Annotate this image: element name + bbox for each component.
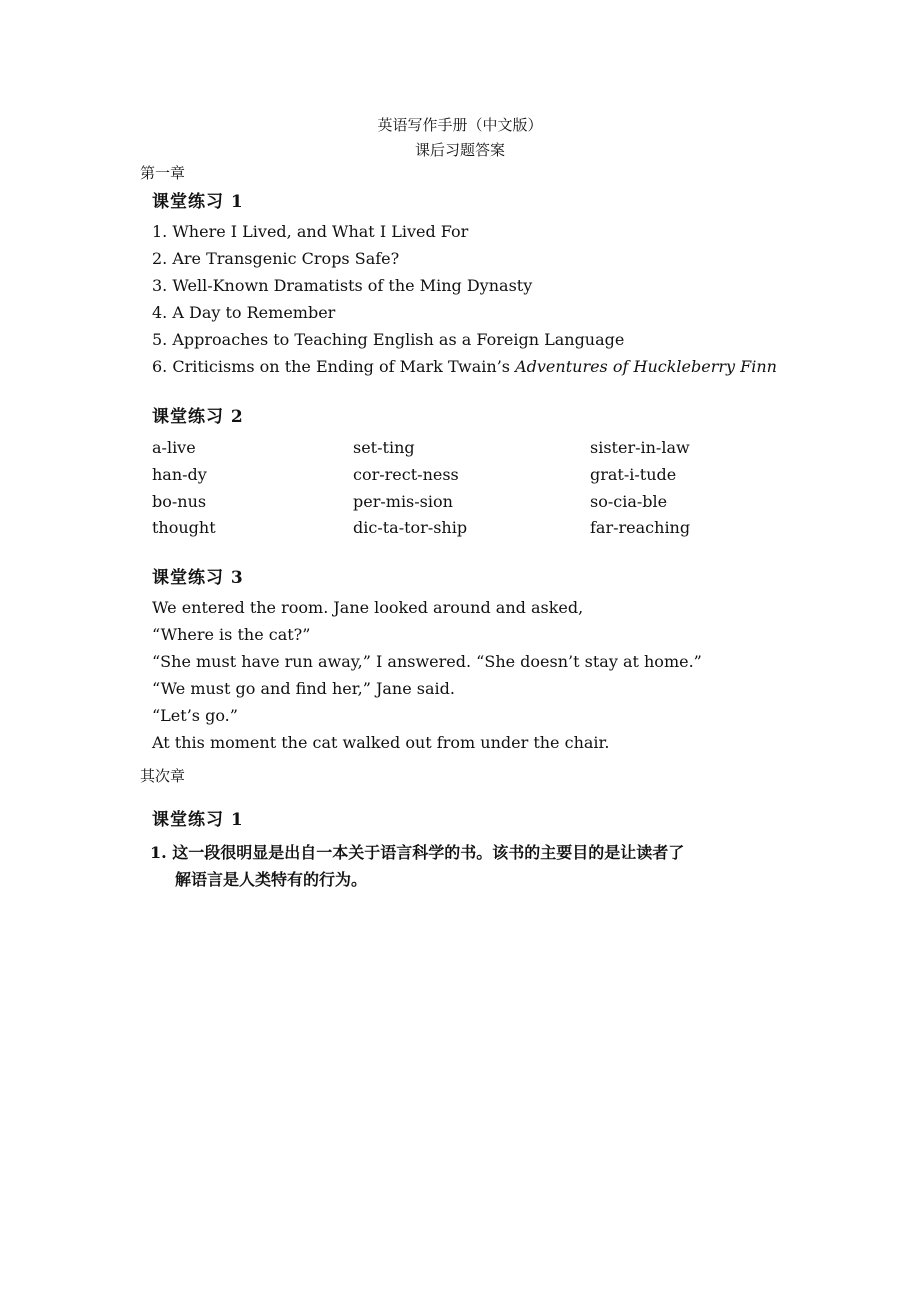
word-cell: thought <box>152 518 216 537</box>
text-line: “Where is the cat?” <box>152 625 311 644</box>
text-line: “She must have run away,” I answered. “She doesn’t stay at home.” <box>152 652 702 671</box>
text-line: “We must go and find her,” Jane said. <box>152 679 455 698</box>
word-cell: a-live <box>152 438 196 457</box>
word-cell: so-cia-ble <box>590 492 668 511</box>
list-item: 5. Approaches to Teaching English as a Foreign Language <box>152 330 625 349</box>
answer-line: 1. 这一段很明显是出自一本关于语言科学的书。该书的主要目的是让读者了 <box>150 843 685 862</box>
document-title: 英语写作手册（中文版） <box>377 116 543 134</box>
text-line: We entered the room. Jane looked around and asked, <box>152 598 584 617</box>
list-item: 4. A Day to Remember <box>152 303 336 322</box>
book-title: Adventures of Huckleberry Finn <box>515 357 777 376</box>
exercise-heading: 课堂练习 3 <box>152 568 244 588</box>
word-cell: far-reaching <box>590 518 691 537</box>
list-item: 3. Well-Known Dramatists of the Ming Dynasty <box>152 276 533 295</box>
document-subtitle: 课后习题答案 <box>414 141 505 159</box>
list-item <box>152 357 777 376</box>
word-cell: bo-nus <box>152 492 207 511</box>
text-line: “Let’s go.” <box>152 706 238 725</box>
exercise-heading: 课堂练习 2 <box>152 407 244 427</box>
word-cell: dic-ta-tor-ship <box>353 518 468 537</box>
chapter-1-label: 第一章 <box>140 164 186 182</box>
text-line: At this moment the cat walked out from under the chair. <box>152 733 610 752</box>
word-cell: set-ting <box>353 438 415 457</box>
exercise-heading: 课堂练习 1 <box>152 810 244 830</box>
list-item: 2. Are Transgenic Crops Safe? <box>152 249 400 268</box>
chapter-2-label: 其次章 <box>140 767 186 785</box>
word-cell: cor-rect-ness <box>353 465 459 484</box>
list-item: 1. Where I Lived, and What I Lived For <box>152 222 469 241</box>
exercise-heading: 课堂练习 1 <box>152 192 244 212</box>
list-item-text: 6. Criticisms on the Ending of Mark Twain’s <box>152 357 516 376</box>
word-cell: han-dy <box>152 465 207 484</box>
answer-line: 解语言是人类特有的行为。 <box>175 870 368 889</box>
word-cell: sister-in-law <box>590 438 690 457</box>
word-cell: grat-i-tude <box>590 465 677 484</box>
word-cell: per-mis-sion <box>353 492 453 511</box>
